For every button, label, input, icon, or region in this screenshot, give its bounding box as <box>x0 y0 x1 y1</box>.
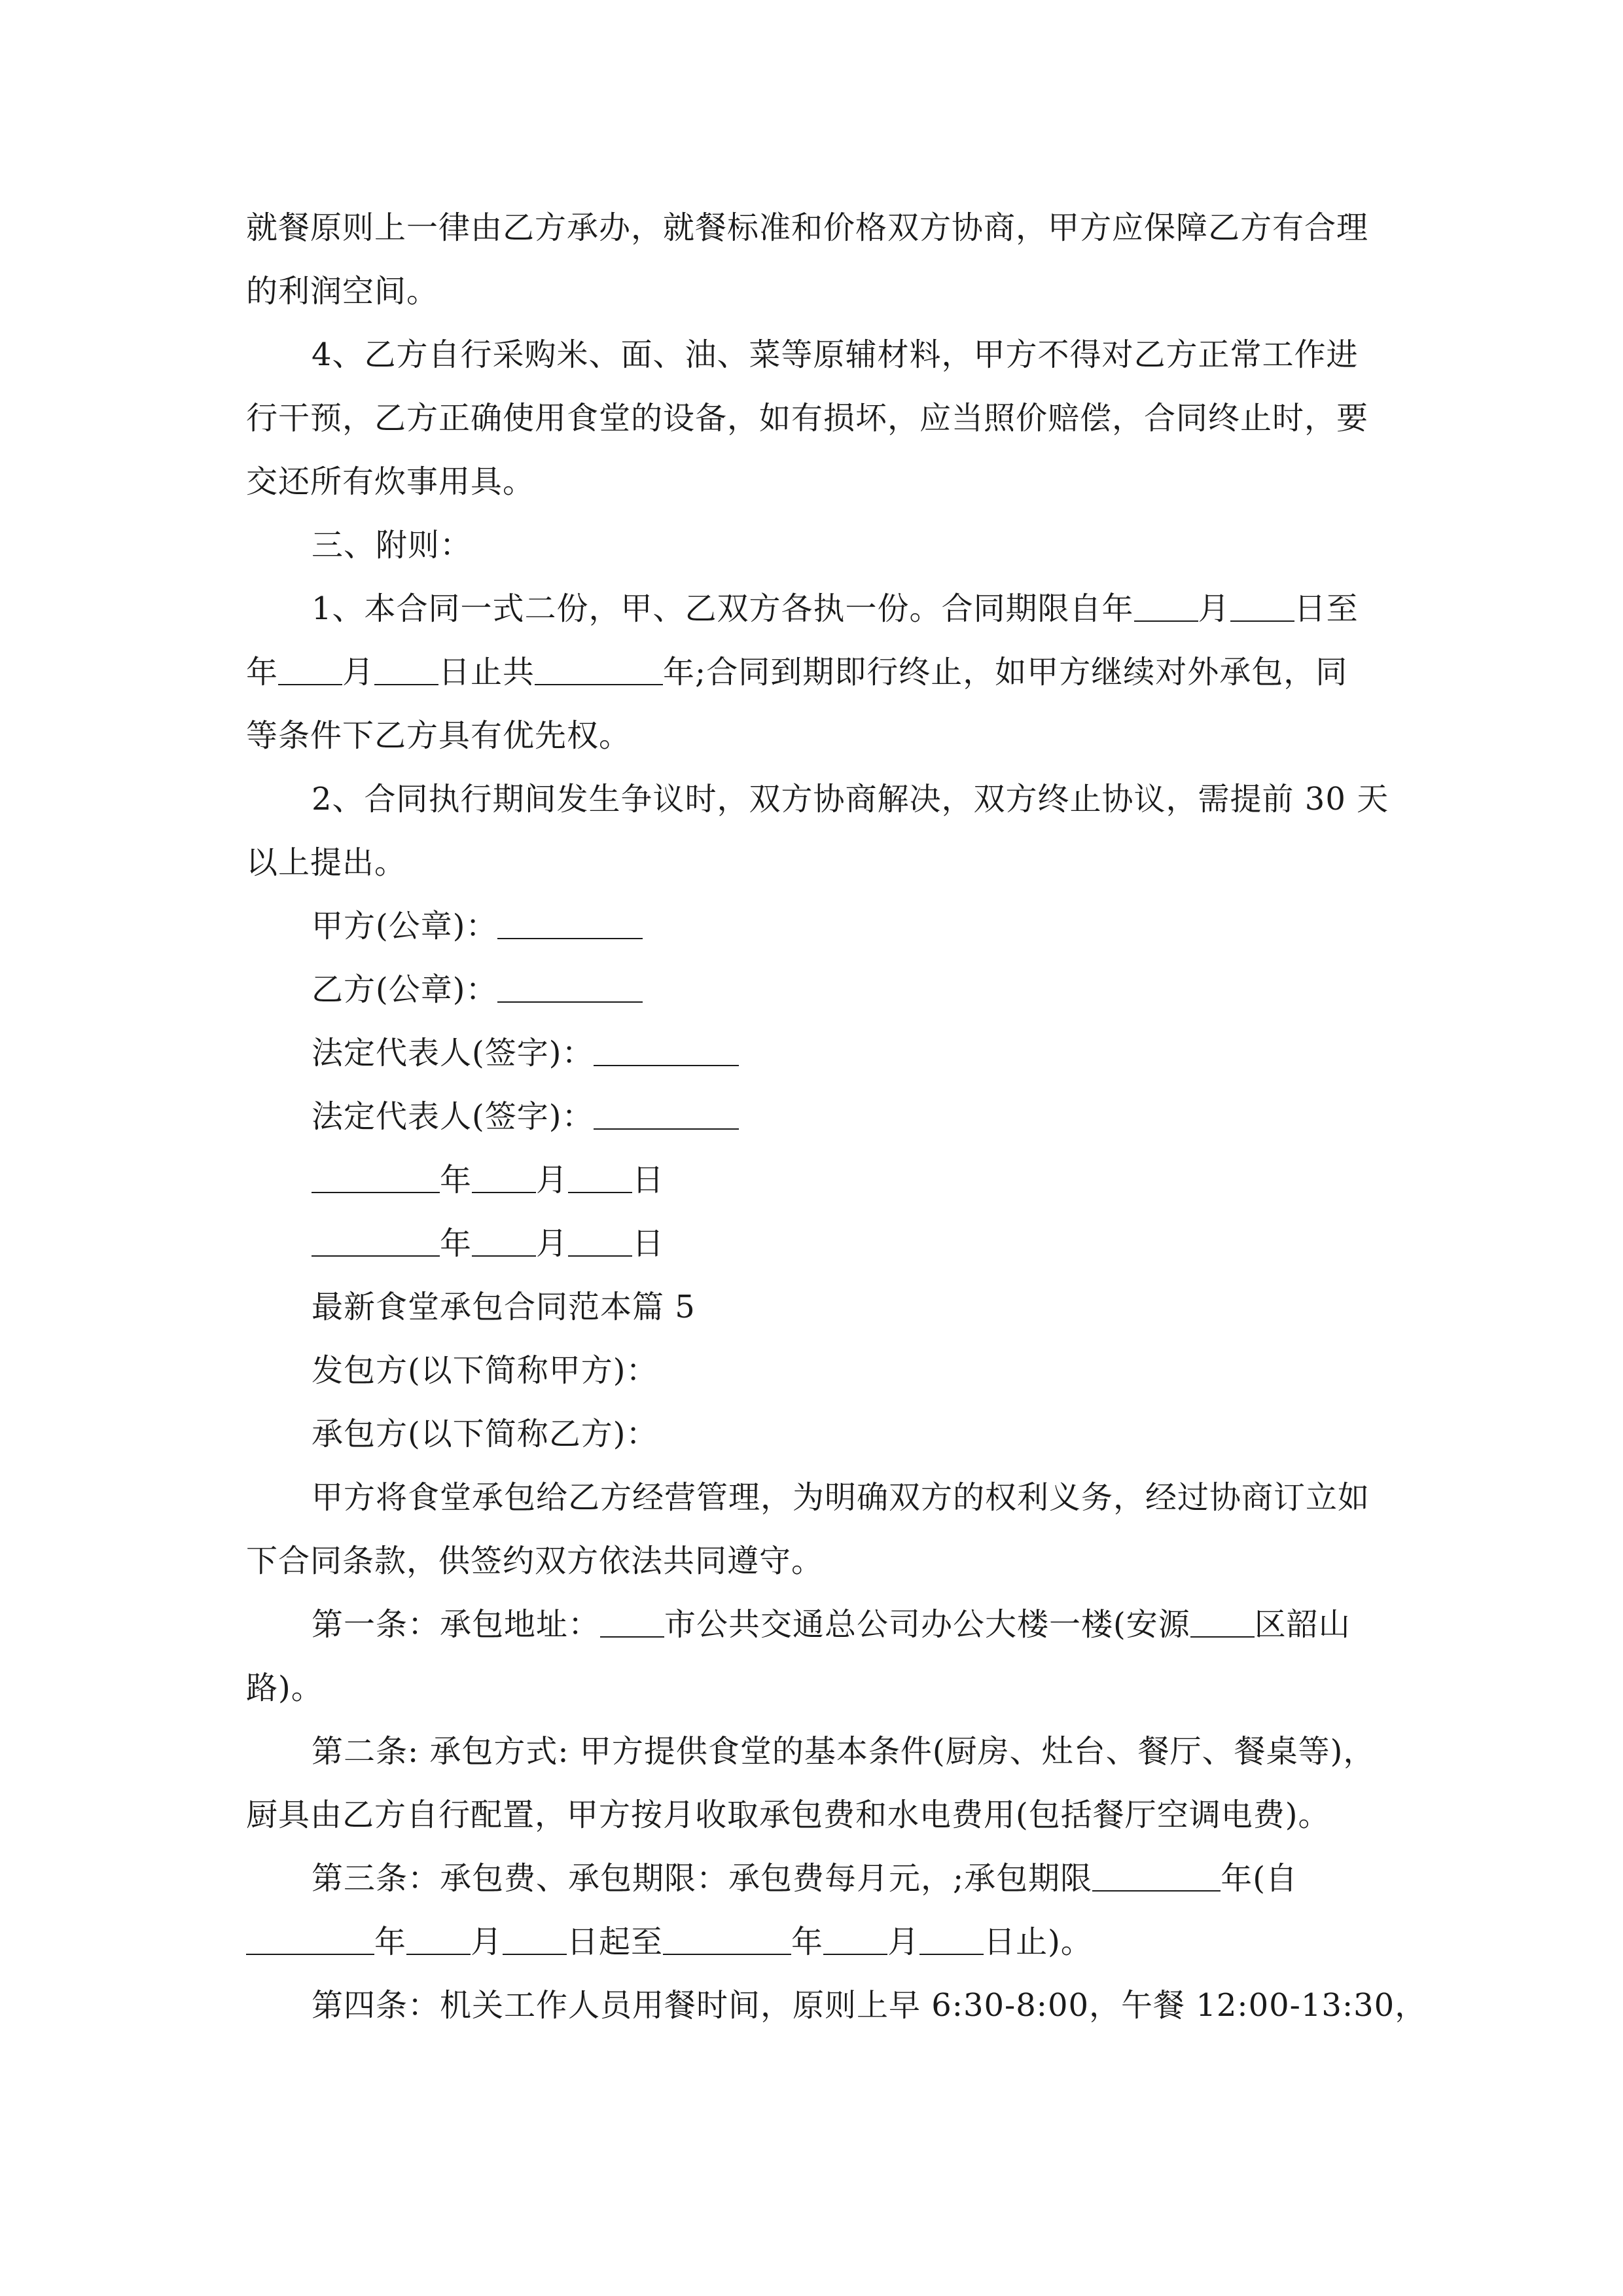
paragraph-line: 年 月 日止共 年;合同到期即行终止，如甲方继续对外承包，同 <box>246 654 1348 691</box>
paragraph-line: 4、乙方自行采购米、面、油、菜等原辅材料，甲方不得对乙方正常工作进 <box>312 336 1359 373</box>
paragraph-line: 路)。 <box>246 1670 323 1706</box>
paragraph-line: 的利润空间。 <box>246 273 439 310</box>
blank-field <box>823 1925 887 1955</box>
paragraph-line: 第三条：承包费、承包期限：承包费每月元，;承包期限 年(自 <box>312 1860 1298 1897</box>
paragraph-line: 2、合同执行期间发生争议时，双方协商解决，双方终止协议，需提前 30 天 <box>312 781 1389 817</box>
blank-field <box>1092 1861 1221 1892</box>
paragraph-line: 厨具由乙方自行配置，甲方按月收取承包费和水电费用(包括餐厅空调电费)。 <box>246 1797 1330 1833</box>
blank-field <box>568 1163 632 1193</box>
blank-field <box>278 655 342 685</box>
blank-field <box>1134 592 1198 622</box>
paragraph-line: 甲方将食堂承包给乙方经营管理，为明确双方的权利义务，经过协商订立如 <box>312 1479 1370 1516</box>
paragraph-line: 第二条: 承包方式: 甲方提供食堂的基本条件(厨房、灶台、餐厅、餐桌等)， <box>312 1733 1376 1770</box>
blank-field <box>246 1925 374 1955</box>
paragraph-line: 就餐原则上一律由乙方承办，就餐标准和价格双方协商，甲方应保障乙方有合理 <box>246 209 1369 246</box>
blank-field <box>497 909 643 939</box>
blank-field <box>1190 1607 1255 1638</box>
blank-field <box>663 1925 791 1955</box>
date-line: 年 月 日 <box>312 1224 664 1263</box>
blank-field <box>1230 592 1294 622</box>
blank-field <box>312 1227 440 1257</box>
paragraph-line: 发包方(以下简称甲方)： <box>312 1352 658 1389</box>
blank-field <box>600 1607 664 1638</box>
blank-field <box>568 1227 632 1257</box>
blank-field <box>472 1163 536 1193</box>
paragraph-line: 第四条：机关工作人员用餐时间，原则上早 6:30-8:00，午餐 12:00-13:30， <box>312 1987 1427 2024</box>
paragraph-line: 1、本合同一式二份，甲、乙双方各执一份。合同期限自年 月 日至 <box>312 590 1359 627</box>
paragraph-line: 等条件下乙方具有优先权。 <box>246 717 632 754</box>
paragraph-line: 交还所有炊事用具。 <box>246 463 535 500</box>
blank-field <box>472 1227 536 1257</box>
paragraph-line: 承包方(以下简称乙方)： <box>312 1416 658 1452</box>
signature-line-legal-rep-a: 法定代表人(签字)： <box>312 1033 739 1073</box>
paragraph-line: 以上提出。 <box>246 844 407 881</box>
signature-line-legal-rep-b: 法定代表人(签字)： <box>312 1097 739 1136</box>
blank-field <box>312 1163 440 1193</box>
blank-field <box>374 655 438 685</box>
blank-field <box>406 1925 471 1955</box>
article-title: 最新食堂承包合同范本篇 5 <box>312 1289 696 1325</box>
section-heading: 三、附则： <box>312 527 473 564</box>
blank-field <box>497 973 643 1003</box>
signature-line-party-b: 乙方(公章)： <box>312 970 643 1009</box>
paragraph-line: 下合同条款，供签约双方依法共同遵守。 <box>246 1543 824 1579</box>
blank-field <box>503 1925 567 1955</box>
blank-field <box>535 655 663 685</box>
date-line: 年 月 日 <box>312 1160 664 1200</box>
blank-field <box>919 1925 984 1955</box>
blank-field <box>594 1100 739 1130</box>
blank-field <box>594 1036 739 1066</box>
paragraph-line: 行干预，乙方正确使用食堂的设备，如有损坏，应当照价赔偿，合同终止时，要 <box>246 400 1369 437</box>
signature-line-party-a: 甲方(公章)： <box>312 906 643 946</box>
paragraph-line: 第一条：承包地址： 市公共交通总公司办公大楼一楼(安源 区韶山 <box>312 1606 1351 1643</box>
paragraph-line: 年 月 日起至 年 月 日止)。 <box>246 1922 1093 1962</box>
